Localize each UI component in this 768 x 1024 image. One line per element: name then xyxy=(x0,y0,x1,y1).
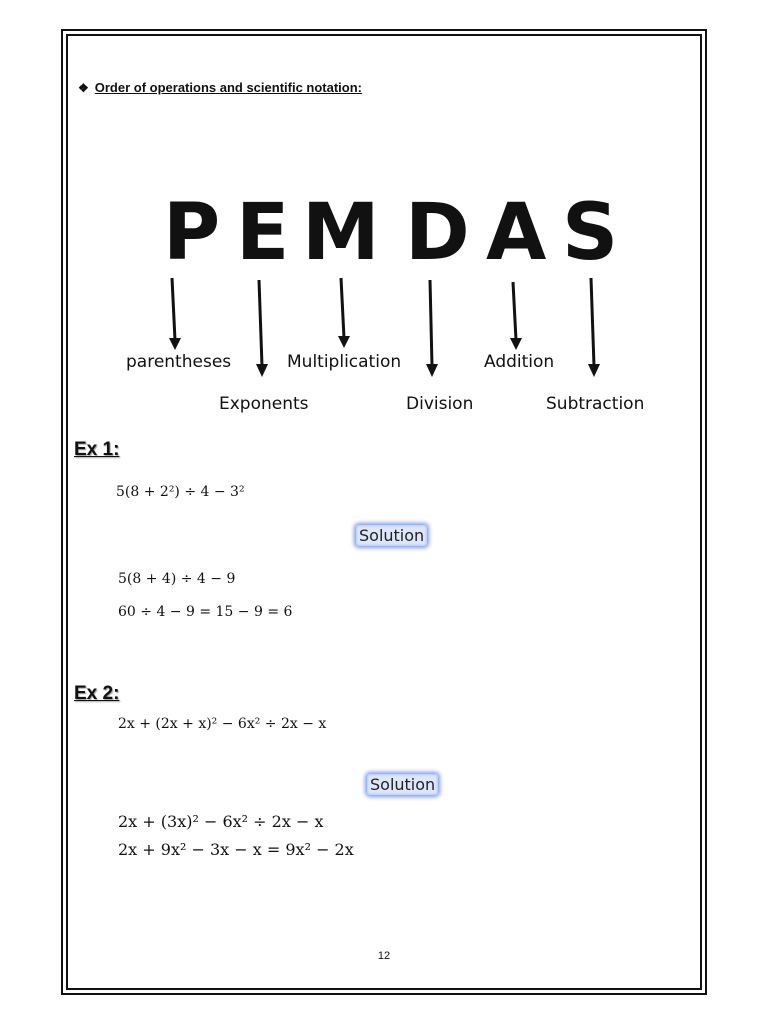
pemdas-letter-s: S xyxy=(562,188,619,278)
pemdas-letter-p: P xyxy=(163,188,221,278)
pemdas-letter-e: E xyxy=(236,188,290,278)
term-division: Division xyxy=(406,394,474,414)
example-2-label: Ex 2: xyxy=(74,683,120,704)
example-1-solution-label: Solution xyxy=(356,525,427,546)
example-2-solution-label: Solution xyxy=(367,774,438,795)
term-parentheses: parentheses xyxy=(126,352,232,372)
example-1-label: Ex 1: xyxy=(74,439,120,460)
pemdas-letter-a: A xyxy=(486,188,547,278)
example-2-step-2: 2x + 9x² − 3x − x = 9x² − 2x xyxy=(118,840,354,859)
diamond-bullet-icon: ❖ xyxy=(78,81,89,95)
term-exponents: Exponents xyxy=(219,394,309,414)
example-1-problem: 5(8 + 2²) ÷ 4 − 3² xyxy=(116,484,245,500)
page-number: 12 xyxy=(377,950,391,962)
example-2-problem: 2x + (2x + x)² − 6x² ÷ 2x − x xyxy=(118,716,327,732)
term-multiplication: Multiplication xyxy=(287,352,402,372)
example-2-step-1: 2x + (3x)² − 6x² ÷ 2x − x xyxy=(118,812,324,831)
example-1-step-1: 5(8 + 4) ÷ 4 − 9 xyxy=(118,571,236,587)
pemdas-letter-d: D xyxy=(405,188,470,278)
term-subtraction: Subtraction xyxy=(546,394,645,414)
example-1-step-2: 60 ÷ 4 − 9 = 15 − 9 = 6 xyxy=(118,604,293,620)
term-addition: Addition xyxy=(484,352,555,372)
pemdas-letter-m: M xyxy=(302,188,380,278)
section-heading-text: Order of operations and scientific notation: xyxy=(94,80,363,95)
section-heading xyxy=(78,80,362,95)
